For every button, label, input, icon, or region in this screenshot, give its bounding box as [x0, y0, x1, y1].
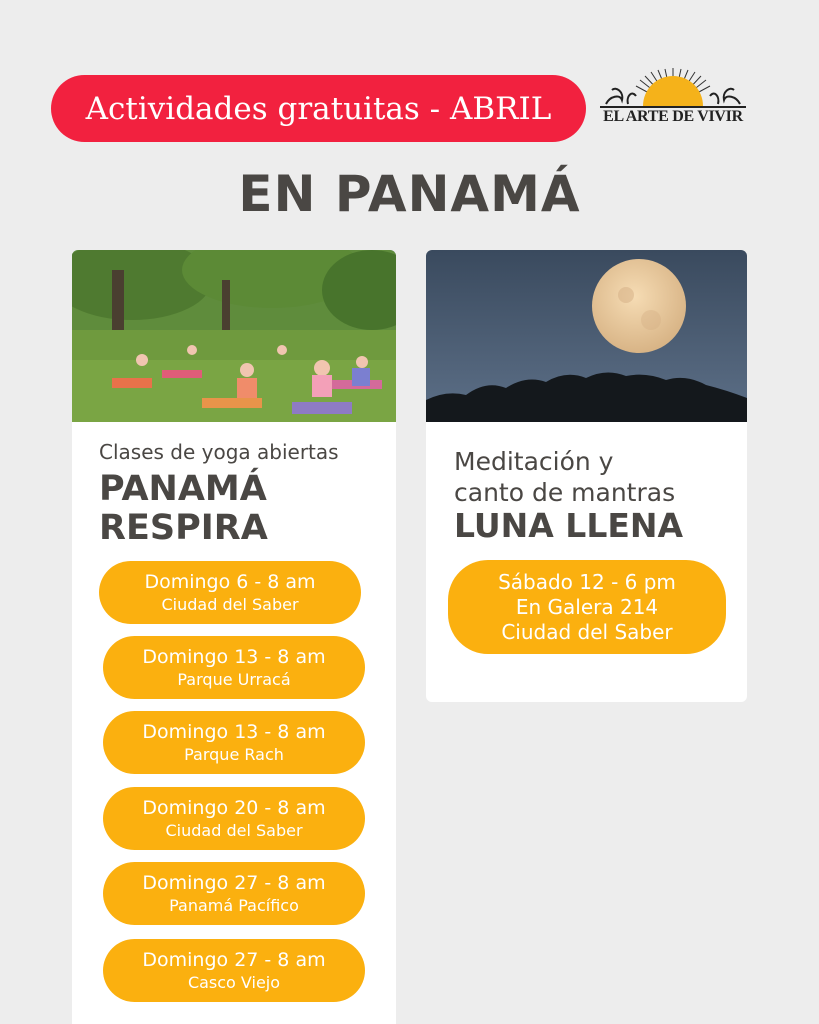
yoga-session-2 — [103, 636, 365, 699]
meditation-session — [448, 560, 726, 654]
session-where: Parque Rach — [184, 744, 284, 764]
session-when: Domingo 27 - 8 am — [142, 871, 326, 894]
session-where: Ciudad del Saber — [501, 619, 673, 644]
yoga-session-3 — [103, 711, 365, 774]
meditation-name: LUNA LLENA — [454, 506, 684, 545]
yoga-card — [72, 250, 396, 1024]
sun-swans-emblem-icon — [598, 66, 748, 110]
meditation-subtitle-line2: canto de mantras — [454, 478, 676, 507]
meditation-subtitle-line1: Meditación y — [454, 447, 614, 476]
session-when: Sábado 12 - 6 pm — [498, 569, 676, 594]
yoga-name — [99, 470, 268, 547]
session-where: Panamá Pacífico — [169, 895, 299, 915]
yoga-name-line1: PANAMÁ — [99, 469, 267, 509]
session-where: Ciudad del Saber — [161, 594, 299, 614]
session-when: Domingo 13 - 8 am — [142, 720, 326, 743]
session-when: Domingo 13 - 8 am — [142, 645, 326, 668]
full-moon-photo — [426, 250, 747, 422]
session-where: Casco Viejo — [187, 972, 281, 992]
meditation-subtitle — [454, 446, 675, 508]
session-when: Domingo 6 - 8 am — [144, 570, 316, 593]
yoga-session-1 — [99, 561, 361, 624]
session-where: Parque Urracá — [177, 669, 291, 689]
session-where: Ciudad del Saber — [165, 820, 303, 840]
logo-text: EL ARTE DE VIVIR — [603, 108, 743, 125]
yoga-session-5 — [103, 862, 365, 925]
arte-de-vivir-logo — [598, 66, 748, 132]
meditation-card — [426, 250, 747, 702]
header-pill — [51, 75, 586, 142]
yoga-subtitle: Clases de yoga abiertas — [99, 440, 339, 464]
yoga-name-line2: RESPIRA — [99, 507, 268, 548]
session-when: Domingo 27 - 8 am — [142, 948, 326, 971]
yoga-park-photo — [72, 250, 396, 422]
yoga-session-6 — [103, 939, 365, 1002]
session-venue: En Galera 214 — [515, 594, 659, 619]
page-title: EN PANAMÁ — [238, 165, 581, 223]
header-pill-text: Actividades gratuitas - ABRIL — [85, 90, 552, 127]
session-when: Domingo 20 - 8 am — [142, 796, 326, 819]
yoga-session-4 — [103, 787, 365, 850]
